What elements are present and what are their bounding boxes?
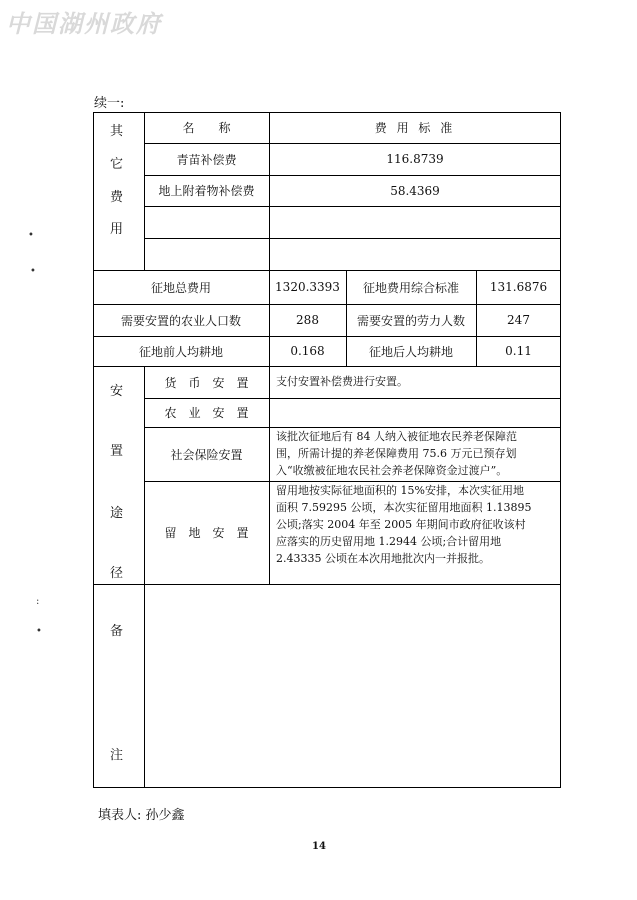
text-line: 留用地按实际征地面积的 15%安排，本次实征用地: [276, 484, 524, 497]
text-line: 公顷;落实 2004 年至 2005 年期间市政府征收该村: [276, 518, 526, 531]
ag-population-label: 需要安置的农业人口数: [120, 313, 241, 328]
section-label-char: 途: [110, 506, 124, 521]
text-line: 围，所需计提的养老保障费用 75.6 万元已预存划: [276, 447, 517, 460]
continued-label: 续一:: [94, 96, 125, 111]
arable-after-label: 征地后人均耕地: [368, 344, 453, 359]
labor-count-value: 247: [507, 313, 530, 327]
arable-before-value: 0.168: [290, 344, 325, 358]
section-label-char: 其: [110, 124, 124, 139]
resettlement-type: 社会保险安置: [170, 447, 243, 462]
section-label-char: 用: [110, 222, 124, 237]
page-number: 14: [312, 841, 326, 852]
watermark: 中国湖州政府: [6, 9, 162, 38]
rule: [269, 366, 270, 584]
column-header-name: 名 称: [182, 121, 231, 135]
resettlement-text: [276, 428, 517, 479]
form-filler: 填表人: 孙少鑫: [98, 808, 185, 823]
resettlement-text: 支付安置补偿费进行安置。: [276, 375, 408, 388]
text-line: 入“收缴被征地农民社会养老保障资金过渡户”。: [276, 464, 508, 477]
total-cost-value: 1320.3393: [275, 280, 340, 294]
section-label-char: 安: [110, 384, 124, 399]
ag-population-value: 288: [296, 313, 319, 327]
scan-mark: :: [36, 596, 40, 607]
rule: [144, 206, 561, 207]
scan-mark: •: [30, 266, 36, 277]
resettlement-type: 留 地 安 置: [164, 526, 249, 540]
section-label-char: 备: [110, 624, 124, 639]
fee-amount: 58.4369: [390, 183, 440, 198]
section-label-char: 费: [110, 190, 124, 205]
scan-mark: •: [36, 626, 42, 637]
labor-count-label: 需要安置的劳力人数: [356, 313, 465, 328]
combined-standard-value: 131.6876: [489, 280, 548, 294]
arable-before-label: 征地前人均耕地: [138, 344, 223, 359]
total-cost-label: 征地总费用: [150, 280, 211, 295]
section-label-char: 置: [110, 444, 124, 459]
scan-mark: •: [28, 230, 34, 241]
text-line: 面积 7.59295 公顷，本次实征留用地面积 1.13895: [276, 501, 532, 514]
text-line: 该批次征地后有 84 人纳入被征地农民养老保障范: [276, 430, 517, 443]
section-label-char: 径: [110, 566, 124, 581]
section-label-char: 注: [110, 748, 124, 763]
rule: [93, 584, 561, 585]
resettlement-type: 货 币 安 置: [164, 375, 249, 390]
fee-amount: 116.8739: [386, 152, 444, 166]
resettlement-type: 农 业 安 置: [164, 406, 249, 420]
text-line: 2.43335 公顷在本次用地批次内一并报批。: [276, 552, 490, 565]
fee-name: 地上附着物补偿费: [158, 184, 255, 198]
rule: [144, 238, 561, 239]
text-line: 应落实的历史留用地 1.2944 公顷;合计留用地: [276, 535, 502, 548]
fee-name: 青苗补偿费: [176, 152, 237, 167]
combined-standard-label: 征地费用综合标准: [362, 280, 459, 295]
section-label-char: 它: [110, 157, 124, 172]
resettlement-text: [276, 482, 531, 567]
column-header-standard: 费 用 标 准: [374, 121, 456, 135]
arable-after-value: 0.11: [505, 344, 532, 358]
